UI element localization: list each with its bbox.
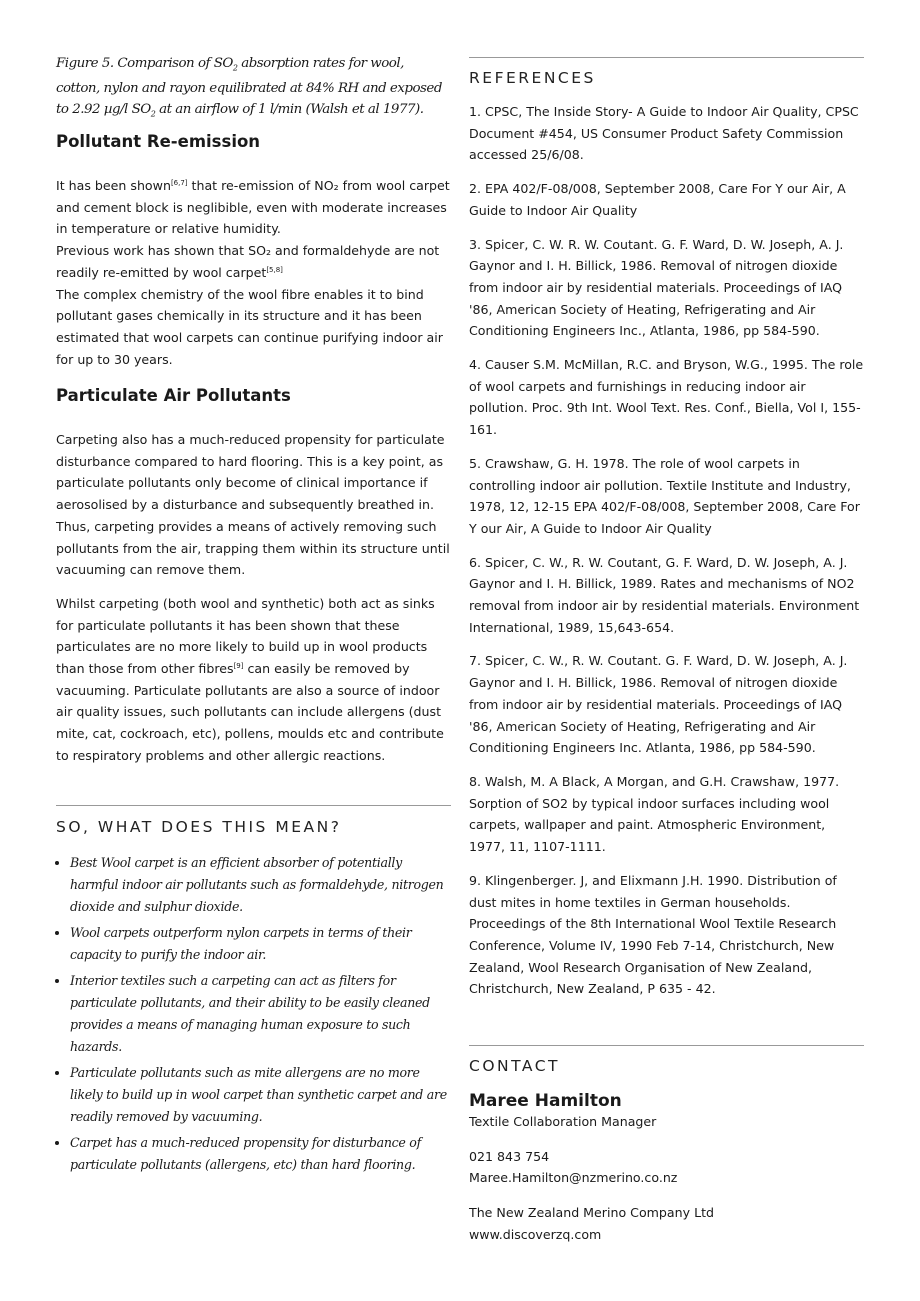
reemission-paragraph xyxy=(56,175,452,370)
text: can easily be removed by vacuuming. Particulate pollutants are also a source of indoor air quality issues, such pollutants can include allergens (dust mite, cat, cockroach, etc), pollens, moulds etc and contribute to respiratory problems and other allergic reactions. xyxy=(56,661,444,763)
reference-item: 2. EPA 402/F-08/008, September 2008, Care For Y our Air, A Guide to Indoor Air Quality xyxy=(469,181,846,218)
contact-email[interactable]: Maree.Hamilton@nzmerino.co.nz xyxy=(469,1170,678,1186)
caption-text: at an airflow of 1 l/min (Walsh et al 1977). xyxy=(155,101,424,117)
meaning-title: SO, WHAT DOES THIS MEAN? xyxy=(56,818,342,836)
text: Previous work has shown that SO₂ and formaldehyde are not readily re-emitted by wool carpet xyxy=(56,243,440,280)
references-section xyxy=(469,57,864,1012)
heading-reemission: Pollutant Re-emission xyxy=(56,132,261,151)
list-item: • Particulate pollutants such as mite allergens are no more likely to build up in wool carpet than synthetic carpet and are readily removed by vacuuming. xyxy=(70,1062,451,1128)
reference-item: 9. Klingenberger. J, and Elixmann J.H. 1990. Distribution of dust mites in home textiles in German households. Proceedings of the 8th International Wool Textile Research Conference, Volume IV, 1990 Feb 7-14, Christchurch, New Zealand, Wool Research Organisation of New Zealand, Christchurch, New Zealand, P 635 - 42. xyxy=(469,872,837,997)
reference-item: 6. Spicer, C. W., R. W. Coutant, G. F. Ward, D. W. Joseph, A. J. Gaynor and I. H. Billick, 1989. Rates and mechanisms of NO2 removal from indoor air by residential materials. Environment International, 1989, 15,643-654. xyxy=(469,554,860,635)
left-column xyxy=(56,54,446,125)
meaning-list xyxy=(56,852,451,1176)
contact-name: Maree Hamilton xyxy=(469,1091,622,1111)
contact-section xyxy=(469,1045,864,1246)
text: Whilst carpeting (both wool and synthetic) both act as sinks for particulate pollutants it has been shown that these particulates are no more likely to build up in wool products than those from other fibres xyxy=(56,595,435,677)
text: The complex chemistry of the wool fibre enables it to bind pollutant gases chemically in its structure and it has been estimated that wool carpets can continue purifying indoor air for up to 30 years. xyxy=(56,286,443,367)
contact-website[interactable]: www.discoverzq.com xyxy=(469,1226,602,1242)
text: that re-emission of NO₂ from wool carpet and cement block is neglibible, even with moderate increases in temperature or relative humidity. xyxy=(56,178,450,237)
citation: [9] xyxy=(233,662,244,671)
list-item: • Carpet has a much-reduced propensity for disturbance of particulate pollutants (allergens, etc) than hard flooring. xyxy=(70,1132,451,1176)
list-item: • Wool carpets outperform nylon carpets in terms of their capacity to purify the indoor air. xyxy=(70,922,451,966)
heading-particulate: Particulate Air Pollutants xyxy=(56,386,291,405)
particulate-paragraph-1: Carpeting also has a much-reduced propensity for particulate disturbance compared to hard flooring. This is a key point, as particulate pollutants only become of clinical importance if aerosolised by a disturbance and subsequently breathed in. Thus, carpeting provides a means of actively removing such pollutants from the air, trapping them within its structure until vacuuming can remove them. xyxy=(56,432,450,578)
caption-text: Figure 5. Comparison of SO xyxy=(56,56,233,71)
reference-item: 4. Causer S.M. McMillan, R.C. and Bryson, W.G., 1995. The role of wool carpets and furnishings in reducing indoor air pollution. Proc. 9th Int. Wool Text. Res. Conf., Biella, Vol I, 155-161. xyxy=(469,357,864,438)
reference-item: 3. Spicer, C. W. R. W. Coutant. G. F. Ward, D. W. Joseph, A. J. Gaynor and I. H. Billick, 1986. Removal of nitrogen dioxide from indoor air by residential materials. Proceedings of IAQ '86, American Society of Heating, Refrigerating and Air Conditioning Engineers Inc., Atlanta, 1986, pp 584-590. xyxy=(469,236,844,339)
caption-sub: 2 xyxy=(232,63,238,73)
caption-sub: 2 xyxy=(150,109,156,119)
contact-company: The New Zealand Merino Company Ltd xyxy=(469,1205,715,1221)
reference-item: 7. Spicer, C. W., R. W. Coutant. G. F. Ward, D. W. Joseph, A. J. Gaynor and I. H. Billick, 1986. Removal of nitrogen dioxide from indoor air by residential materials. Proceedings of IAQ '86, American Society of Heating, Refrigerating and Air Conditioning Engineers Inc. Atlanta, 1986, pp 584-590. xyxy=(469,653,848,756)
citation: [6,7] xyxy=(170,179,188,187)
reemission-section xyxy=(56,132,452,370)
particulate-paragraph-2 xyxy=(56,593,452,767)
particulate-section xyxy=(56,386,452,767)
list-item: • Interior textiles such a carpeting can act as filters for particulate pollutants, and their ability to be easily cleaned provides a means of managing human exposure to such hazards. xyxy=(70,970,451,1058)
caption-text: absorption rates for wool, cotton, nylon and rayon equilibrated at 84% RH and exposed to 2.92 µg/l SO xyxy=(56,56,442,117)
contact-role: Textile Collaboration Manager xyxy=(469,1114,657,1129)
contact-phone: 021 843 754 xyxy=(469,1148,550,1164)
list-item: • Best Wool carpet is an efficient absorber of potentially harmful indoor air pollutants such as formaldehyde, nitrogen dioxide and sulphur dioxide. xyxy=(70,852,451,918)
references-list xyxy=(469,101,864,1000)
meaning-section xyxy=(56,805,451,1180)
reference-item: 1. CPSC, The Inside Story- A Guide to Indoor Air Quality, CPSC Document #454, US Consumer Product Safety Commission accessed 25/6/08. xyxy=(469,104,859,163)
reference-item: 8. Walsh, M. A Black, A Morgan, and G.H. Crawshaw, 1977. Sorption of SO2 by typical indoor surfaces including wool carpets, wallpaper and paint. Atmospheric Environment, 1977, 11, 1107-1111. xyxy=(469,773,840,855)
text: It has been shown xyxy=(56,178,171,193)
reference-item: 5. Crawshaw, G. H. 1978. The role of wool carpets in controlling indoor air pollution. Textile Institute and Industry, 1978, 12, 12-15 EPA 402/F-08/008, September 2008, Care For Y our Air, A Guide to Indoor Air Quality xyxy=(469,455,860,536)
citation: [5,8] xyxy=(266,265,283,274)
references-title: REFERENCES xyxy=(469,69,596,87)
figure-caption xyxy=(56,54,446,125)
contact-title: CONTACT xyxy=(469,1057,561,1075)
